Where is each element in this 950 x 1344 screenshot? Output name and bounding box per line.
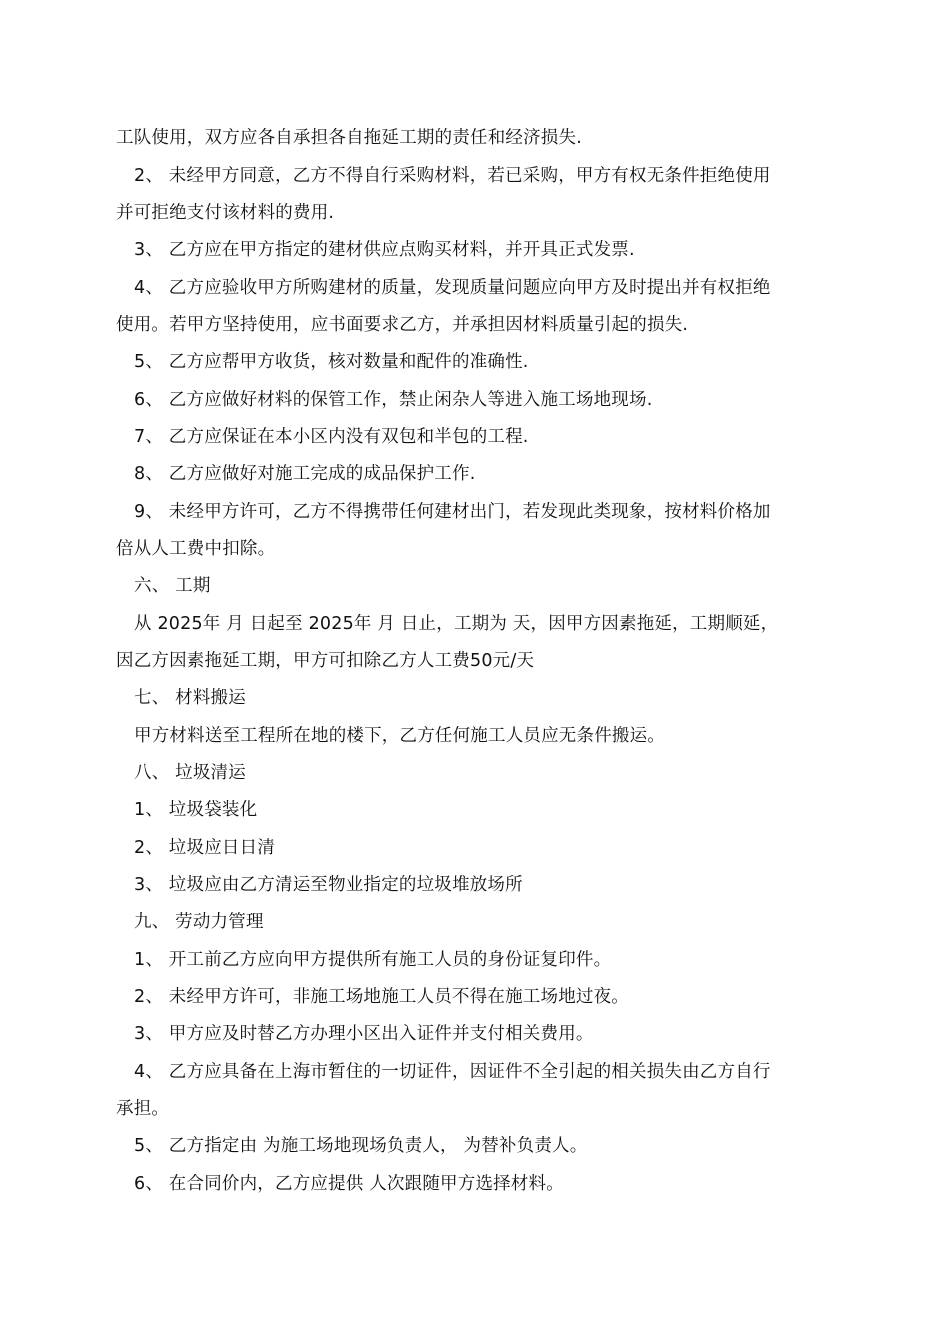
text-line: 2、 垃圾应日日清 [134, 838, 275, 858]
text-line: 1、 开工前乙方应向甲方提供所有施工人员的身份证复印件。 [134, 950, 612, 970]
text-line: 甲方材料送至工程所在地的楼下，乙方任何施工人员应无条件搬运。 [134, 726, 665, 746]
text-line: 2、 未经甲方同意，乙方不得自行采购材料，若已采购，甲方有权无条件拒绝使用 [134, 166, 771, 186]
text-line: 承担。 [116, 1099, 170, 1119]
text-line: 1、 垃圾袋装化 [134, 800, 258, 820]
text-line: 使用。若甲方坚持使用，应书面要求乙方，并承担因材料质量引起的损失. [116, 315, 689, 335]
text-line: 5、 乙方应帮甲方收货，核对数量和配件的准确性. [134, 352, 529, 372]
text-line: 2、 未经甲方许可，非施工场地施工人员不得在施工场地过夜。 [134, 987, 629, 1007]
text-line: 工队使用，双方应各自承担各自拖延工期的责任和经济损失. [116, 128, 582, 148]
text-line: 3、 甲方应及时替乙方办理小区出入证件并支付相关费用。 [134, 1024, 594, 1044]
text-line: 6、 在合同价内，乙方应提供 人次跟随甲方选择材料。 [134, 1174, 564, 1194]
section-heading: 八、 垃圾清运 [134, 763, 246, 783]
text-line: 3、 乙方应在甲方指定的建材供应点购买材料，并开具正式发票. [134, 240, 635, 260]
text-line: 并可拒绝支付该材料的费用. [116, 203, 335, 223]
text-line: 倍从人工费中扣除。 [116, 539, 276, 559]
text-line: 7、 乙方应保证在本小区内没有双包和半包的工程. [134, 427, 529, 447]
text-line: 4、 乙方应验收甲方所购建材的质量，发现质量问题应向甲方及时提出并有权拒绝 [134, 278, 771, 298]
section-heading: 六、 工期 [134, 576, 211, 596]
text-line: 3、 垃圾应由乙方清运至物业指定的垃圾堆放场所 [134, 875, 523, 895]
text-line: 8、 乙方应做好对施工完成的成品保护工作. [134, 464, 476, 484]
text-line: 因乙方因素拖延工期，甲方可扣除乙方人工费50元/天 [116, 651, 535, 671]
text-line: 4、 乙方应具备在上海市暂住的一切证件，因证件不全引起的相关损失由乙方自行 [134, 1062, 771, 1082]
text-line: 5、 乙方指定由 为施工场地现场负责人， 为替补负责人。 [134, 1136, 588, 1156]
text-line: 从 2025年 月 日起至 2025年 月 日止，工期为 天，因甲方因素拖延，工期顺延， [134, 614, 779, 634]
text-line: 6、 乙方应做好材料的保管工作，禁止闲杂人等进入施工场地现场. [134, 390, 653, 410]
text-line: 9、 未经甲方许可，乙方不得携带任何建材出门，若发现此类现象，按材料价格加 [134, 502, 771, 522]
section-heading: 七、 材料搬运 [134, 688, 246, 708]
section-heading: 九、 劳动力管理 [134, 912, 264, 932]
